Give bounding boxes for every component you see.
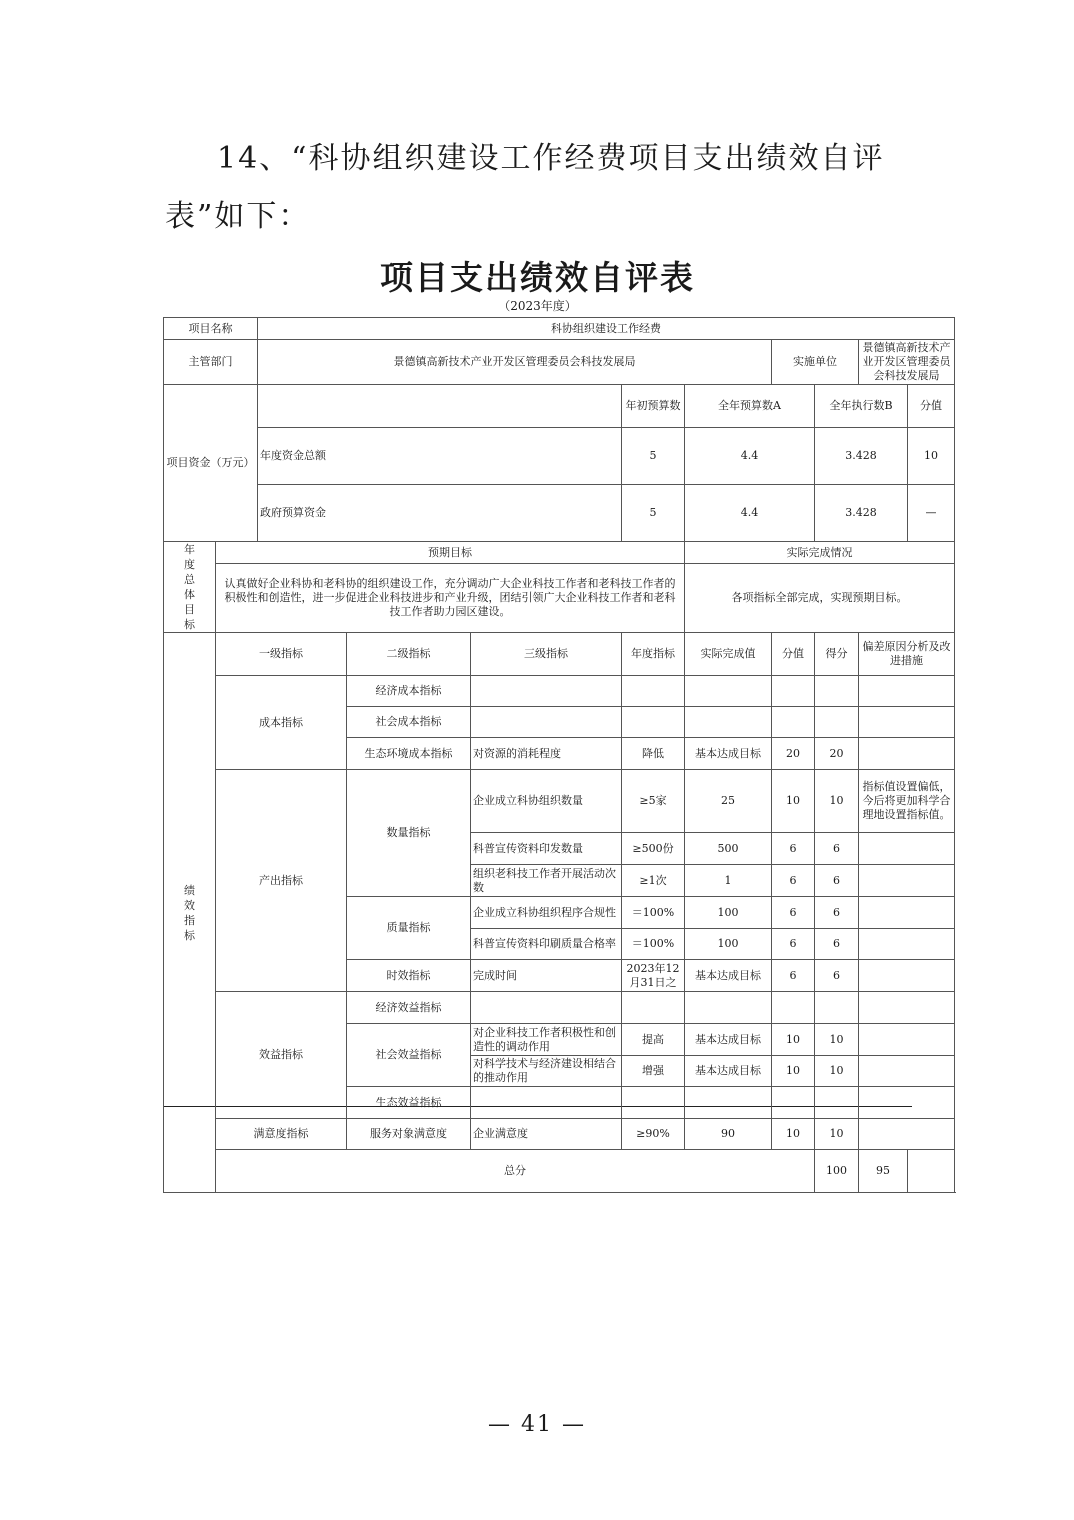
deviation-note: 指标值设置偏低，今后将更加科学合理地设置指标值。 <box>859 770 955 833</box>
funds-cell: 4.4 <box>685 428 815 485</box>
indicator-section-label: 绩效指标 <box>164 633 216 1193</box>
funds-header-exec-b: 全年执行数B <box>815 385 908 428</box>
funds-row-name: 年度资金总额 <box>258 428 622 485</box>
funds-cell: 10 <box>908 428 955 485</box>
header-level2: 二级指标 <box>347 633 471 676</box>
funds-cell: 3.428 <box>815 485 908 542</box>
target-value: 2023年12月31日之 <box>622 960 685 992</box>
level3-text: 科普宣传资料印发数量 <box>471 833 622 865</box>
table-row <box>164 676 955 707</box>
goal-expected-header: 预期目标 <box>216 542 685 564</box>
level2-econ-benefit: 经济效益指标 <box>347 992 471 1024</box>
department-row <box>164 340 955 385</box>
score-value: 6 <box>815 960 859 992</box>
target-value: ≥90% <box>622 1119 685 1150</box>
score-value: 6 <box>815 833 859 865</box>
deviation-note <box>859 1119 955 1150</box>
project-name-label: 项目名称 <box>164 318 258 340</box>
deviation-note <box>859 929 955 960</box>
weight-value: 6 <box>772 865 815 897</box>
funds-header-initial: 年初预算数 <box>622 385 685 428</box>
target-value: 降低 <box>622 738 685 770</box>
target-value: 提高 <box>622 1024 685 1056</box>
table-title: 项目支出绩效自评表 <box>380 258 695 297</box>
weight-value: 6 <box>772 833 815 865</box>
level3-text: 科普宣传资料印刷质量合格率 <box>471 929 622 960</box>
total-label: 总分 <box>216 1150 815 1193</box>
project-name-row <box>164 318 955 340</box>
project-name-value: 科协组织建设工作经费 <box>258 318 955 340</box>
level1-benefit: 效益指标 <box>216 992 347 1119</box>
level3-text: 企业成立科协组织数量 <box>471 770 622 833</box>
actual-value: 基本达成目标 <box>685 960 772 992</box>
target-value: ＝100% <box>622 929 685 960</box>
funds-header-row <box>164 385 955 428</box>
intro-paragraph: 14、“科协组织建设工作经费项目支出绩效自评表”如下： <box>165 141 885 234</box>
table-row <box>164 992 955 1024</box>
deviation-note <box>859 738 955 770</box>
deviation-note <box>859 897 955 929</box>
level3-text: 企业满意度 <box>471 1119 622 1150</box>
header-level3: 三级指标 <box>471 633 622 676</box>
deviation-note <box>859 865 955 897</box>
weight-value: 6 <box>772 960 815 992</box>
weight-value: 20 <box>772 738 815 770</box>
deviation-note <box>859 833 955 865</box>
header-target: 年度指标 <box>622 633 685 676</box>
weight-value: 10 <box>772 770 815 833</box>
actual-value: 基本达成目标 <box>685 1024 772 1056</box>
target-value: ≥5家 <box>622 770 685 833</box>
level3-text: 对企业科技工作者积极性和创造性的调动作用 <box>471 1024 622 1056</box>
header-score: 得分 <box>815 633 859 676</box>
header-weight: 分值 <box>772 633 815 676</box>
funds-header-weight: 分值 <box>908 385 955 428</box>
actual-value: 基本达成目标 <box>685 1056 772 1087</box>
total-weight: 100 <box>815 1150 859 1193</box>
weight-value: 10 <box>772 1119 815 1150</box>
level2-quantity: 数量指标 <box>347 770 471 897</box>
level3-text: 组织老科技工作者开展活动次数 <box>471 865 622 897</box>
actual-value: 90 <box>685 1119 772 1150</box>
funds-cell: 4.4 <box>685 485 815 542</box>
target-value: ＝100% <box>622 897 685 929</box>
level1-output: 产出指标 <box>216 770 347 992</box>
level2-quality: 质量指标 <box>347 897 471 960</box>
score-value: 6 <box>815 929 859 960</box>
actual-value: 25 <box>685 770 772 833</box>
funds-cell: 3.428 <box>815 428 908 485</box>
page-number: — 41 — <box>488 1412 586 1437</box>
level3-text: 对资源的消耗程度 <box>471 738 622 770</box>
deviation-note <box>859 1056 955 1087</box>
level2-eco-benefit: 生态效益指标 <box>347 1087 471 1119</box>
impl-value: 景德镇高新技术产业开发区管理委员会科技发展局 <box>859 340 955 385</box>
impl-label: 实施单位 <box>772 340 859 385</box>
target-value: ≥500份 <box>622 833 685 865</box>
funds-cell: 5 <box>622 485 685 542</box>
level2-social-cost: 社会成本指标 <box>347 707 471 738</box>
score-value: 20 <box>815 738 859 770</box>
weight-value: 10 <box>772 1056 815 1087</box>
score-value: 6 <box>815 865 859 897</box>
funds-header-annual-a: 全年预算数A <box>685 385 815 428</box>
score-value: 10 <box>815 1119 859 1150</box>
funds-header-blank <box>258 385 622 428</box>
level3-text: 完成时间 <box>471 960 622 992</box>
deviation-note <box>859 1024 955 1056</box>
header-level1: 一级指标 <box>216 633 347 676</box>
level2-service: 服务对象满意度 <box>347 1119 471 1150</box>
target-value: ≥1次 <box>622 865 685 897</box>
score-value: 10 <box>815 770 859 833</box>
indicator-header-row <box>164 633 955 676</box>
actual-value: 100 <box>685 929 772 960</box>
goal-actual-header: 实际完成情况 <box>685 542 955 564</box>
funds-cell: — <box>908 485 955 542</box>
level2-social-benefit: 社会效益指标 <box>347 1024 471 1087</box>
header-actual: 实际完成值 <box>685 633 772 676</box>
table-subtitle: （2023年度） <box>498 299 577 313</box>
level2-timeliness: 时效指标 <box>347 960 471 992</box>
dept-label: 主管部门 <box>164 340 258 385</box>
funds-row <box>164 485 955 542</box>
funds-label: 项目资金（万元） <box>164 385 258 542</box>
goal-label: 年度总体目标 <box>164 542 216 633</box>
deviation-note <box>859 960 955 992</box>
total-row <box>164 1150 955 1193</box>
goal-content-row <box>164 564 955 633</box>
funds-row-name: 政府预算资金 <box>258 485 622 542</box>
actual-value: 1 <box>685 865 772 897</box>
performance-table <box>163 317 955 1193</box>
level1-satisfaction: 满意度指标 <box>216 1119 347 1150</box>
level2-eco-cost: 生态环境成本指标 <box>347 738 471 770</box>
goal-actual-text: 各项指标全部完成，实现预期目标。 <box>685 564 955 633</box>
level2-econ-cost: 经济成本指标 <box>347 676 471 707</box>
level3-text: 对科学技术与经济建设相结合的推动作用 <box>471 1056 622 1087</box>
actual-value: 基本达成目标 <box>685 738 772 770</box>
score-value: 10 <box>815 1056 859 1087</box>
table-row <box>164 770 955 833</box>
funds-row <box>164 428 955 485</box>
score-value: 6 <box>815 897 859 929</box>
actual-value: 100 <box>685 897 772 929</box>
goal-header-row <box>164 542 955 564</box>
weight-value: 6 <box>772 929 815 960</box>
dept-value: 景德镇高新技术产业开发区管理委员会科技发展局 <box>258 340 772 385</box>
funds-cell: 5 <box>622 428 685 485</box>
weight-value: 6 <box>772 897 815 929</box>
goal-expected-text: 认真做好企业科协和老科协的组织建设工作，充分调动广大企业科技工作者和老科技工作者的积极性和创造性，进一步促进企业科技进步和产业升级，团结引领广大企业科技工作者和老科技工作者助力园区建设。 <box>216 564 685 633</box>
actual-value: 500 <box>685 833 772 865</box>
table-row <box>164 1119 955 1150</box>
score-value: 10 <box>815 1024 859 1056</box>
target-value: 增强 <box>622 1056 685 1087</box>
level3-text: 企业成立科协组织程序合规性 <box>471 897 622 929</box>
weight-value: 10 <box>772 1024 815 1056</box>
header-deviation: 偏差原因分析及改进措施 <box>859 633 955 676</box>
total-score: 95 <box>859 1150 908 1193</box>
level1-cost: 成本指标 <box>216 676 347 770</box>
